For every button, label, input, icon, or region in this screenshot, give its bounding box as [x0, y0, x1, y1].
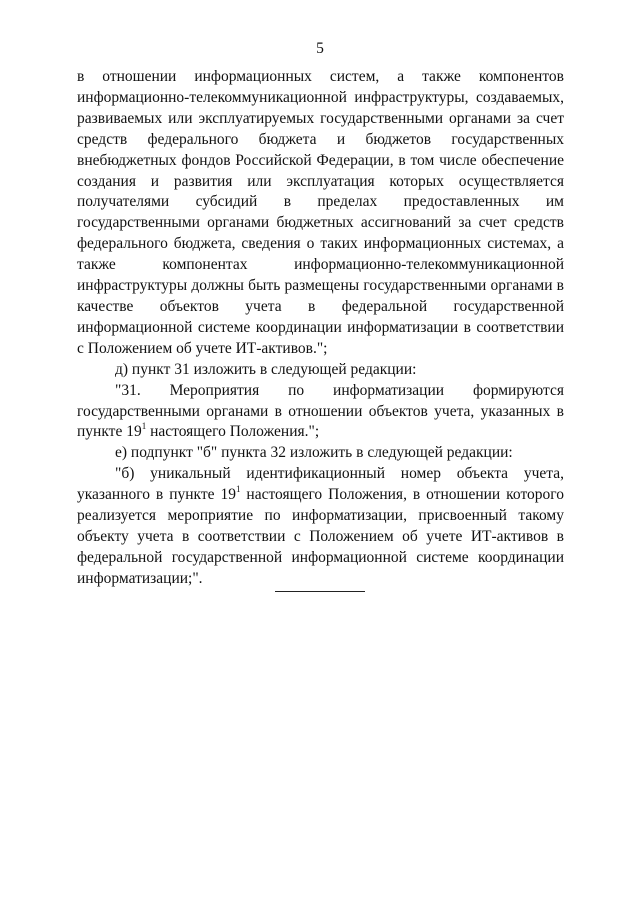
paragraph-text: д) пункт 31 изложить в следующей редакции:	[115, 360, 417, 378]
paragraph-text: настоящего Положения.";	[146, 423, 320, 441]
paragraph-text: "б) уникальный идентификационный номер объекта учета, указанного в пункте 19	[77, 465, 564, 504]
superscript-index: 1	[235, 483, 241, 494]
paragraph-text: в отношении информационных систем, а также компонентов информационно-телекоммуникационной инфраструктуры, создаваемых, развиваемых или эксплуатируемых государственными органами за счет средств федерального бюджета и бюджетов государственных внебюджетных фондов Российской Федерации, в том числе обеспечение создания и развития или эксплуатация которых осуществляется получателями субсидий в пределах предоставленных им государственными органами бюджетных ассигнований за счет средств федерального бюджета, сведения о таких информационных системах, а также компонентах информационно-телекоммуникационной инфраструктуры должны быть размещены государственными органами в качестве объектов учета в федеральной государственной информационной системе координации информатизации в соответствии с Положением об учете ИТ-активов.";	[77, 68, 564, 357]
paragraph-quote-31	[77, 381, 564, 444]
paragraph-text: е) подпункт "б" пункта 32 изложить в следующей редакции:	[115, 444, 513, 462]
paragraph-text: настоящего Положения, в отношении которого реализуется мероприятие по информатизации, присвоенный такому объекту учета в соответствии с Положением об учете ИТ-активов в федеральной государственной информационной системе координации информатизации;".	[77, 486, 564, 587]
end-separator-line	[275, 591, 365, 592]
paragraph-text: "31. Мероприятия по информатизации формируются государственными органами в отношении объектов учета, указанных в пункте 19	[77, 381, 564, 441]
paragraph-continuation	[77, 67, 564, 360]
paragraph-item-d	[77, 360, 564, 381]
paragraph-item-e	[77, 443, 564, 464]
page-number: 5	[316, 40, 324, 57]
superscript-index: 1	[141, 421, 147, 432]
paragraph-quote-b	[77, 464, 564, 589]
document-body	[77, 67, 564, 590]
